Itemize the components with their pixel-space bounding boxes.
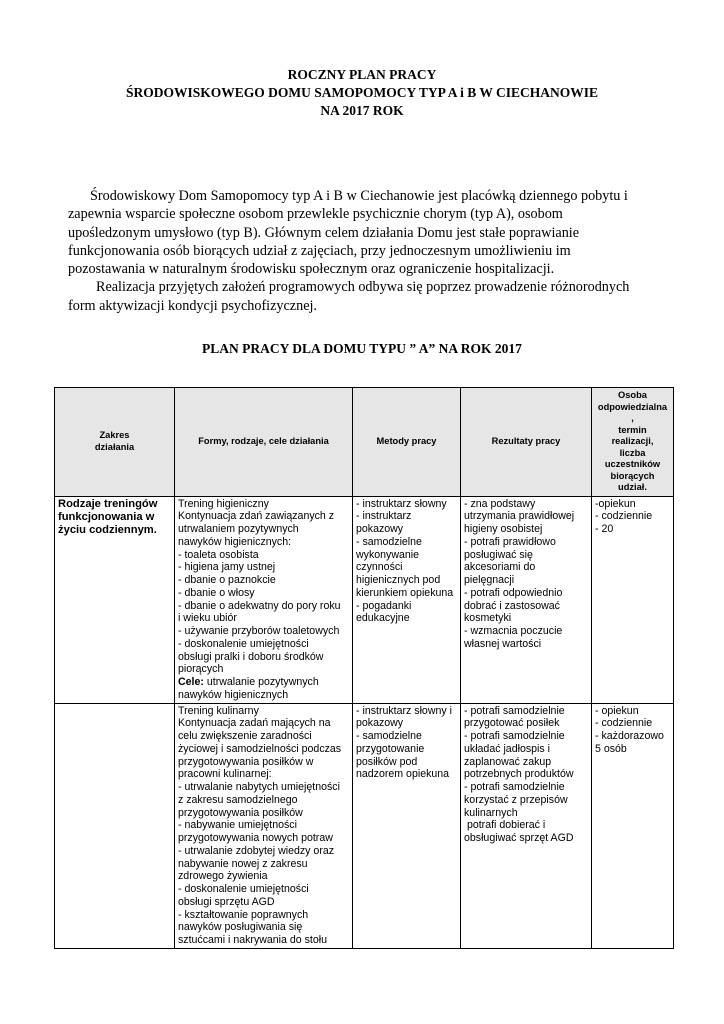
cell-methods: - instruktarz słowny - instruktarz pokazowy - samodzielne wykonywanie czynności higienicznych pod kierunkiem opiekuna - pogadanki edukacyjne: [353, 496, 461, 703]
intro-line: zapewnia wsparcie społeczne osobom przewlekle psychicznie chorym (typ A), osobom: [68, 206, 563, 223]
intro-line: Środowiskowy Dom Samopomocy typ A i B w Ciechanowie jest placówką dziennego pobytu i: [90, 188, 628, 204]
title-line-2: ŚRODOWISKOWEGO DOMU SAMOPOMOCY TYP A i B W CIECHANOWIE: [125, 85, 599, 100]
intro-line: form aktywizacji kondycji psychofizycznej.: [68, 297, 317, 314]
plan-heading: PLAN PRACY DLA DOMU TYPU ” A” NA ROK 2017: [202, 341, 522, 356]
work-plan-table: [54, 387, 674, 949]
cell-forms: Trening higieniczny Kontynuacja zdań zawiązanych z utrwalaniem pozytywnych nawyków higienicznych: - toaleta osobista - higiena jamy ustnej - dbanie o paznokcie - dbanie o włosy - dbanie o adekwatny do pory roku i wieku ubiór - używanie przyborów toaletowych - doskonalenie umiejętności obsługi pralki i doboru środków piorących Cele: utrwalanie pozytywnych nawyków higienicznych: [175, 496, 353, 703]
header-area: Zakres działania: [55, 388, 175, 497]
header-methods: Metody pracy: [353, 388, 461, 497]
cell-methods: - instruktarz słowny i pokazowy - samodzielne przygotowanie posiłków pod nadzorem opiekuna: [353, 703, 461, 948]
header-forms: Formy, rodzaje, cele działania: [175, 388, 353, 497]
goal-label: Cele:: [178, 676, 204, 688]
cell-person: -opiekun - codziennie - 20: [592, 496, 674, 703]
intro-line: Realizacja przyjętych założeń programowych odbywa się poprzez prowadzenie różnorodnych: [96, 279, 630, 296]
intro-line: funkcjonowania osób biorących udział z zajęciach, przy jednoczesnym umożliwieniu im: [68, 242, 571, 259]
page-title: [0, 66, 724, 120]
intro-paragraph: [68, 187, 668, 315]
cell-area: Rodzaje treningów funkcjonowania w życiu codziennym.: [55, 496, 175, 703]
title-line-3: NA 2017 ROK: [320, 103, 404, 118]
table-row: [55, 703, 674, 948]
intro-line: upośledzonym umysłowo (typ B). Głównym celem działania Domu jest stałe poprawianie: [68, 224, 580, 241]
cell-results: - potrafi samodzielnie przygotować posiłek - potrafi samodzielnie układać jadłospis i zaplanować zakup potrzebnych produktów - potrafi samodzielnie korzystać z przepisów kulinarnych potrafi dobierać i obsługiwać sprzęt AGD: [461, 703, 592, 948]
table-row: [55, 496, 674, 703]
header-person: Osoba odpowiedzialna , termin realizacji, liczba uczestników biorących udział.: [592, 388, 674, 497]
cell-results: - zna podstawy utrzymania prawidłowej higieny osobistej - potrafi prawidłowo posługiwać się akcesoriami do pielęgnacji - potrafi odpowiednio dobrać i zastosować kosmetyki - wzmacnia poczucie własnej wartości: [461, 496, 592, 703]
cell-forms: Trening kulinarny Kontynuacja zadań mających na celu zwiększenie zaradności życiowej i samodzielności podczas przygotowywania posiłków w pracowni kulinarnej: - utrwalanie nabytych umiejętności z zakresu samodzielnego przygotowywania posiłków - nabywanie umiejętności przygotowywania nowych potraw - utrwalanie zdobytej wiedzy oraz nabywanie nowej z zakresu zdrowego żywienia - doskonalenie umiejętności obsługi sprzętu AGD - kształtowanie poprawnych nawyków posługiwania się sztućcami i nakrywania do stołu: [175, 703, 353, 948]
intro-line: pozostawania w naturalnym środowisku społecznym oraz ograniczenie hospitalizacji.: [68, 261, 555, 278]
goal-text: utrwalanie pozytywnych: [206, 676, 319, 688]
cell-person: - opiekun - codziennie - każdorazowo 5 osób: [592, 703, 674, 948]
title-line-1: ROCZNY PLAN PRACY: [287, 67, 437, 82]
cell-area: [55, 703, 175, 948]
table-header-row: [55, 388, 674, 497]
header-results: Rezultaty pracy: [461, 388, 592, 497]
